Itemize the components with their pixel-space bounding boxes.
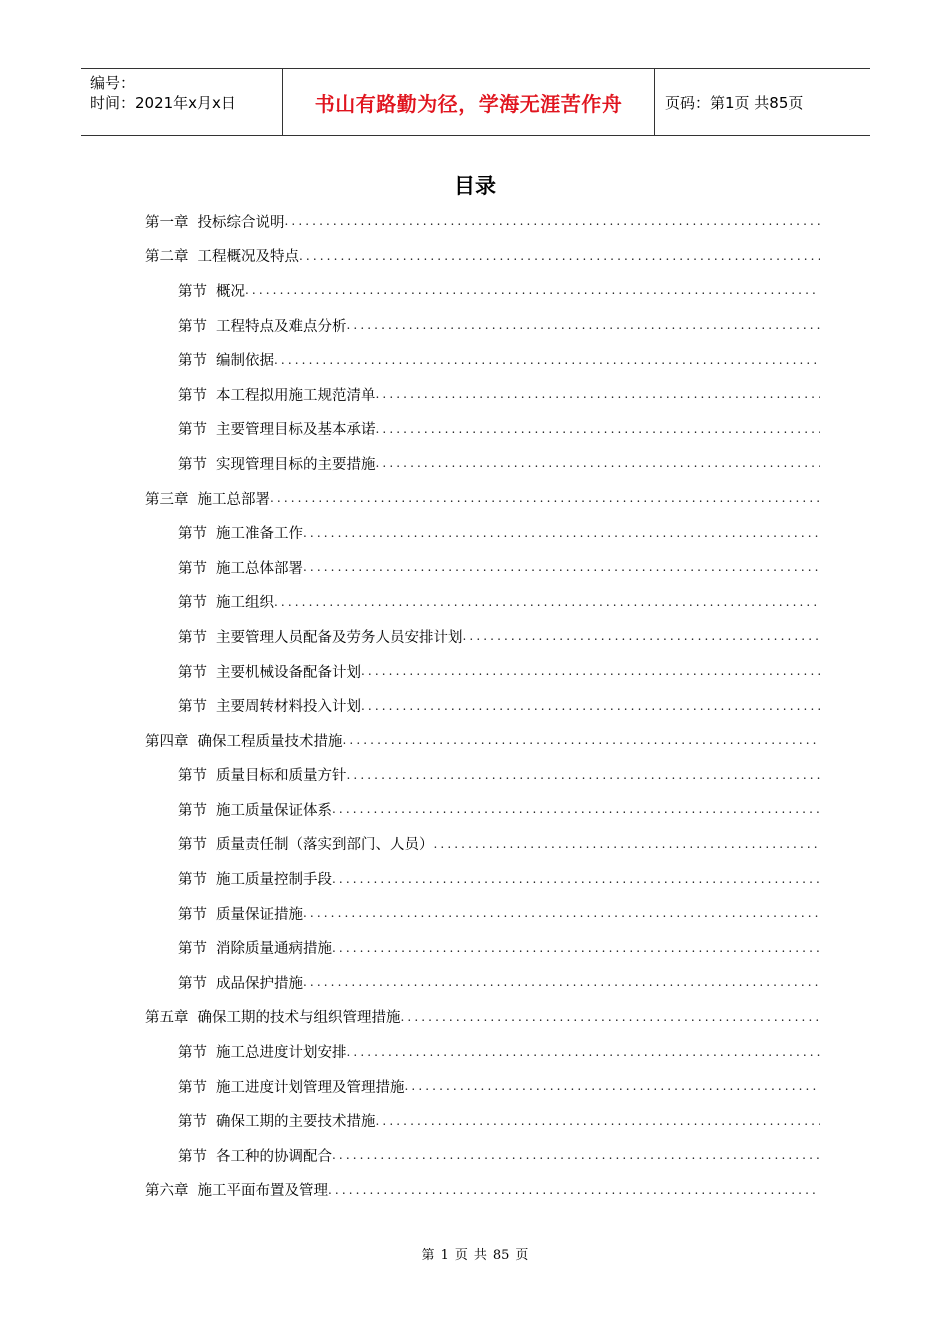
toc-entry-title: 施工进度计划管理及管理措施 xyxy=(216,1079,405,1096)
toc-dot-leader xyxy=(376,423,821,435)
toc-entry-title: 确保工期的主要技术措施 xyxy=(216,1114,376,1131)
toc-dot-leader xyxy=(303,976,820,988)
toc-dot-leader xyxy=(270,492,820,504)
toc-entry-prefix: 第节 xyxy=(178,664,207,681)
toc-entry-title: 主要周转材料投入计划 xyxy=(216,699,361,716)
toc-section-entry[interactable] xyxy=(145,308,820,343)
toc-entry-prefix: 第节 xyxy=(178,1114,207,1131)
toc-entry-prefix: 第六章 xyxy=(145,1183,189,1200)
toc-chapter-entry[interactable] xyxy=(145,239,820,274)
toc-entry-title: 施工质量保证体系 xyxy=(216,802,332,819)
toc-entry-title: 主要管理人员配备及劳务人员安排计划 xyxy=(216,629,463,646)
toc-dot-leader xyxy=(347,319,821,331)
toc-entry-prefix: 第节 xyxy=(178,318,207,335)
toc-entry-prefix: 第一章 xyxy=(145,214,189,231)
toc-entry-title: 编制依据 xyxy=(216,353,274,370)
footer-total-pages: 85 xyxy=(492,1248,510,1263)
toc-entry-title: 工程特点及难点分析 xyxy=(216,318,347,335)
header-meta-cell xyxy=(81,69,283,135)
toc-entry-prefix: 第五章 xyxy=(145,1010,189,1027)
toc-dot-leader xyxy=(274,596,820,608)
footer-ye-end: 页 xyxy=(515,1248,529,1263)
footer-page-number: 1 xyxy=(440,1248,449,1263)
toc-chapter-entry[interactable] xyxy=(145,723,820,758)
toc-entry-prefix: 第节 xyxy=(178,629,207,646)
page-footer xyxy=(0,1244,950,1263)
toc-entry-title: 投标综合说明 xyxy=(197,214,285,231)
toc-dot-leader xyxy=(285,215,821,227)
toc-dot-leader xyxy=(361,665,820,677)
toc-entry-prefix: 第节 xyxy=(178,906,207,923)
toc-section-entry[interactable] xyxy=(145,585,820,620)
toc-entry-title: 工程概况及特点 xyxy=(197,249,299,266)
toc-entry-prefix: 第节 xyxy=(178,699,207,716)
toc-entry-title: 施工总进度计划安排 xyxy=(216,1045,347,1062)
toc-entry-title: 质量责任制（落实到部门、人员） xyxy=(216,837,434,854)
toc-section-entry[interactable] xyxy=(145,377,820,412)
toc-dot-leader xyxy=(376,457,821,469)
toc-section-entry[interactable] xyxy=(145,1103,820,1138)
toc-section-entry[interactable] xyxy=(145,792,820,827)
toc-entry-title: 质量保证措施 xyxy=(216,906,303,923)
toc-section-entry[interactable] xyxy=(145,515,820,550)
header-motto: 书山有路勤为径，学海无涯苦作舟 xyxy=(283,69,655,135)
document-number-label: 编号： xyxy=(90,74,136,92)
toc-dot-leader xyxy=(303,527,820,539)
toc-entry-prefix: 第节 xyxy=(178,1148,207,1165)
toc-entry-prefix: 第节 xyxy=(178,283,207,300)
toc-section-entry[interactable] xyxy=(145,412,820,447)
toc-entry-title: 施工质量控制手段 xyxy=(216,872,332,889)
toc-entry-prefix: 第节 xyxy=(178,526,207,543)
toc-entry-title: 质量目标和质量方针 xyxy=(216,768,347,785)
page-header xyxy=(81,68,870,136)
toc-dot-leader xyxy=(245,284,820,296)
toc-entry-title: 主要管理目标及基本承诺 xyxy=(216,422,376,439)
toc-entry-title: 消除质量通病措施 xyxy=(216,941,332,958)
toc-entry-title: 施工总部署 xyxy=(197,491,270,508)
toc-entry-title: 主要机械设备配备计划 xyxy=(216,664,361,681)
toc-dot-leader xyxy=(347,1046,821,1058)
toc-entry-prefix: 第节 xyxy=(178,595,207,612)
toc-entry-title: 概况 xyxy=(216,283,245,300)
toc-entry-title: 本工程拟用施工规范清单 xyxy=(216,387,376,404)
toc-dot-leader xyxy=(332,803,820,815)
footer-di: 第 xyxy=(421,1248,435,1263)
toc-section-entry[interactable] xyxy=(145,619,820,654)
toc-entry-prefix: 第节 xyxy=(178,837,207,854)
toc-dot-leader xyxy=(299,250,820,262)
toc-entry-prefix: 第三章 xyxy=(145,491,189,508)
document-time-label: 时间：2021年x月x日 xyxy=(90,94,236,112)
toc-entry-prefix: 第节 xyxy=(178,768,207,785)
toc-entry-prefix: 第节 xyxy=(178,387,207,404)
toc-entry-title: 各工种的协调配合 xyxy=(216,1148,332,1165)
footer-ye: 页 xyxy=(454,1248,468,1263)
toc-dot-leader xyxy=(401,1011,821,1023)
toc-section-entry[interactable] xyxy=(145,1138,820,1173)
toc-entry-title: 成品保护措施 xyxy=(216,975,303,992)
toc-section-entry[interactable] xyxy=(145,758,820,793)
footer-gong: 共 xyxy=(473,1248,487,1263)
toc-entry-prefix: 第节 xyxy=(178,560,207,577)
toc-dot-leader xyxy=(328,1184,820,1196)
toc-chapter-entry[interactable] xyxy=(145,481,820,516)
toc-dot-leader xyxy=(332,1149,820,1161)
toc-title: 目录 xyxy=(454,174,496,198)
toc-section-entry[interactable] xyxy=(145,861,820,896)
toc-entry-prefix: 第节 xyxy=(178,975,207,992)
toc-dot-leader xyxy=(303,907,820,919)
toc-chapter-entry[interactable] xyxy=(145,1173,820,1208)
toc-dot-leader xyxy=(332,873,820,885)
toc-entry-prefix: 第节 xyxy=(178,941,207,958)
toc-section-entry[interactable] xyxy=(145,342,820,377)
toc-section-entry[interactable] xyxy=(145,654,820,689)
toc-chapter-entry[interactable] xyxy=(145,1000,820,1035)
toc-entry-title: 确保工程质量技术措施 xyxy=(197,733,343,750)
toc-section-entry[interactable] xyxy=(145,446,820,481)
toc-dot-leader xyxy=(343,734,821,746)
toc-section-entry[interactable] xyxy=(145,688,820,723)
toc-dot-leader xyxy=(332,942,820,954)
toc-dot-leader xyxy=(361,700,820,712)
toc-entry-title: 施工平面布置及管理 xyxy=(197,1183,328,1200)
toc-section-entry[interactable] xyxy=(145,1034,820,1069)
toc-entry-title: 施工准备工作 xyxy=(216,526,303,543)
toc-entry-prefix: 第节 xyxy=(178,353,207,370)
toc-dot-leader xyxy=(376,1115,821,1127)
toc-dot-leader xyxy=(434,838,821,850)
toc-section-entry[interactable] xyxy=(145,550,820,585)
toc-section-entry[interactable] xyxy=(145,273,820,308)
toc-entry-prefix: 第节 xyxy=(178,422,207,439)
toc-section-entry[interactable] xyxy=(145,827,820,862)
toc-entry-title: 施工组织 xyxy=(216,595,274,612)
header-page-info: 页码：第1页 共85页 xyxy=(665,93,804,112)
toc-entry-title: 实现管理目标的主要措施 xyxy=(216,456,376,473)
toc-dot-leader xyxy=(347,769,821,781)
toc-dot-leader xyxy=(463,630,821,642)
toc-entry-prefix: 第节 xyxy=(178,1079,207,1096)
toc-chapter-entry[interactable] xyxy=(145,204,820,239)
toc-section-entry[interactable] xyxy=(145,1069,820,1104)
toc-section-entry[interactable] xyxy=(145,930,820,965)
toc-entry-prefix: 第节 xyxy=(178,872,207,889)
toc-entry-prefix: 第节 xyxy=(178,1045,207,1062)
toc-dot-leader xyxy=(274,354,820,366)
toc-entry-prefix: 第节 xyxy=(178,802,207,819)
toc-section-entry[interactable] xyxy=(145,965,820,1000)
toc-dot-leader xyxy=(303,561,820,573)
toc-section-entry[interactable] xyxy=(145,896,820,931)
toc-dot-leader xyxy=(405,1080,821,1092)
toc-entry-prefix: 第四章 xyxy=(145,733,189,750)
toc-dot-leader xyxy=(376,388,821,400)
toc-entry-prefix: 第二章 xyxy=(145,249,189,266)
table-of-contents xyxy=(145,204,820,1207)
toc-entry-prefix: 第节 xyxy=(178,456,207,473)
toc-entry-title: 确保工期的技术与组织管理措施 xyxy=(197,1010,401,1027)
toc-entry-title: 施工总体部署 xyxy=(216,560,303,577)
